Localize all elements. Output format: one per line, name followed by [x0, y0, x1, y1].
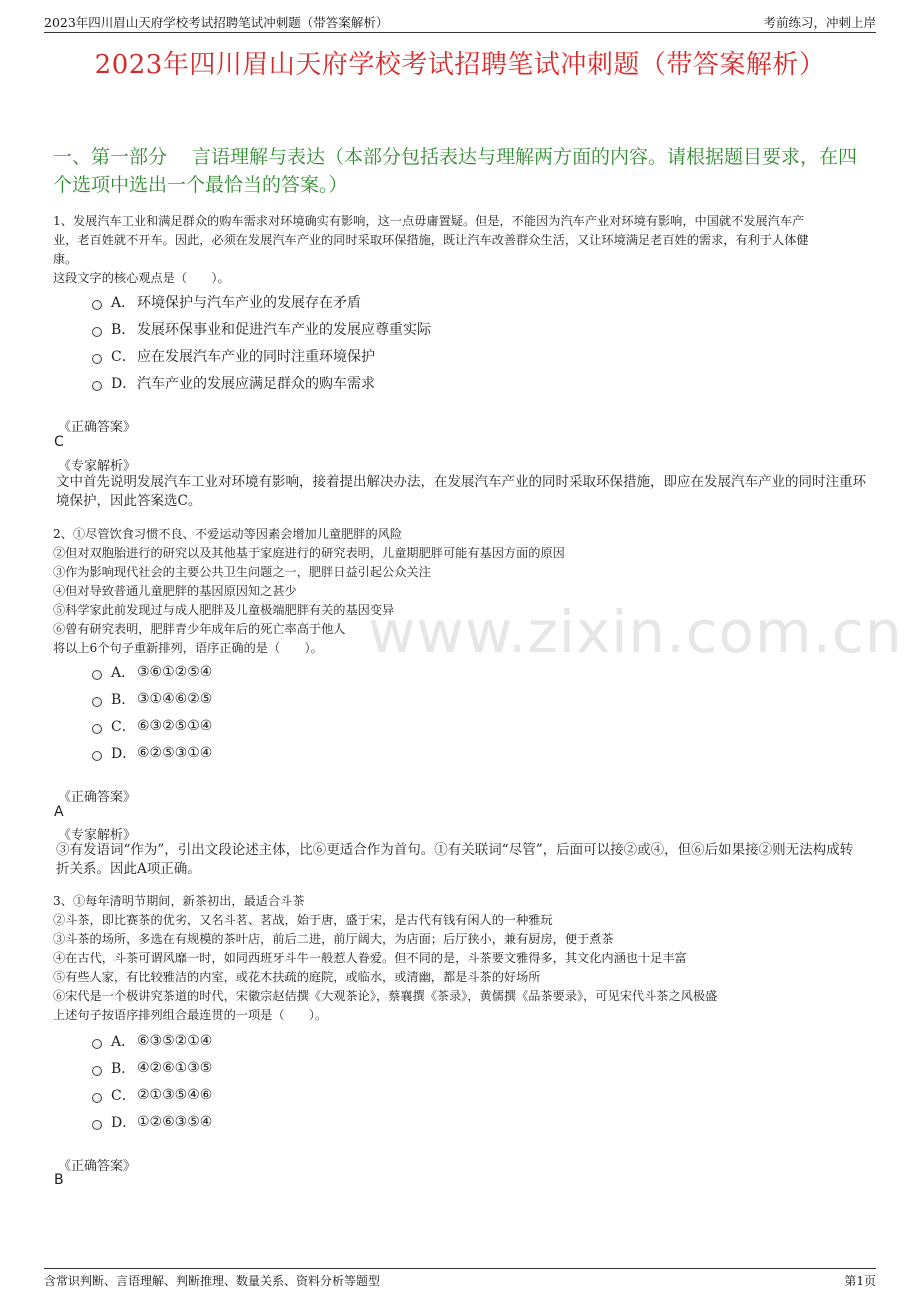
- option-letter: B．: [111, 1061, 136, 1077]
- radio-button-icon[interactable]: [92, 1039, 102, 1049]
- section-heading: 一、第一部分 言语理解与表达（本部分包括表达与理解两方面的内容。请根据题目要求，在四个选项中选出一个最恰当的答案。）: [53, 146, 858, 196]
- option-text: 发展环保事业和促进汽车产业的发展应尊重实际: [137, 322, 431, 338]
- option-letter: B．: [111, 322, 136, 338]
- option-letter: B．: [111, 692, 136, 708]
- question-2-option-d[interactable]: [92, 741, 212, 765]
- question-2-option-a[interactable]: [92, 660, 212, 684]
- question-line: ⑥宋代是一个极讲究茶道的时代，宋徽宗赵佶撰《大观茶论》，蔡襄撰《茶录》，黄儒撰《品茶要录》，可见宋代斗茶之风极盛: [53, 989, 718, 1003]
- question-1-option-b[interactable]: [92, 317, 431, 341]
- question-1-answer: C: [54, 434, 64, 450]
- question-line: 将以上6个句子重新排列，语序正确的是（ ）。: [53, 641, 323, 655]
- radio-button-icon[interactable]: [92, 381, 102, 391]
- option-letter: D．: [111, 376, 137, 392]
- answer-label: 《正确答案》: [58, 420, 137, 435]
- question-line: 1、发展汽车工业和满足群众的购车需求对环境确实有影响，这一点毋庸置疑。但是，不能因为汽车产业对环境有影响，中国就不发展汽车产: [53, 214, 805, 228]
- option-letter: C．: [111, 719, 136, 735]
- option-letter: A．: [111, 1034, 136, 1050]
- option-text: ②①③⑤④⑥: [137, 1087, 213, 1103]
- footer-topics: 含常识判断、言语理解、判断推理、数量关系、资料分析等题型: [44, 1274, 381, 1288]
- question-1-analysis: 文中首先说明发展汽车工业对环境有影响，接着提出解决办法，在发展汽车产业的同时采取环保措施，即应在发展汽车产业的同时注重环境保护，因此答案选C。: [56, 474, 866, 509]
- option-letter: A．: [111, 295, 136, 311]
- question-line: 2、①尽管饮食习惯不良、不爱运动等因素会增加儿童肥胖的风险: [53, 527, 403, 541]
- radio-button-icon[interactable]: [92, 354, 102, 364]
- page-number: 第1页: [844, 1274, 876, 1288]
- option-text: ③⑥①②⑤④: [137, 664, 213, 680]
- option-text: 环境保护与汽车产业的发展存在矛盾: [137, 295, 361, 311]
- answer-label: 《正确答案》: [58, 790, 137, 805]
- header-document-title: 2023年四川眉山天府学校考试招聘笔试冲刺题（带答案解析）: [44, 15, 389, 30]
- question-line: ④在古代，斗茶可谓风靡一时，如同西班牙斗牛一般惹人眷爱。但不同的是，斗茶要文雅得多，其文化内涵也十足丰富: [53, 951, 687, 965]
- radio-button-icon[interactable]: [92, 1066, 102, 1076]
- question-line: ③作为影响现代社会的主要公共卫生问题之一，肥胖日益引起公众关注: [53, 565, 431, 579]
- option-letter: A．: [111, 665, 136, 681]
- radio-button-icon[interactable]: [92, 327, 102, 337]
- question-line: 3、①每年清明节期间，新茶初出，最适合斗茶: [53, 894, 305, 908]
- question-1-option-a[interactable]: [92, 290, 361, 314]
- question-line: ⑤科学家此前发现过与成人肥胖及儿童极端肥胖有关的基因变异: [53, 603, 395, 617]
- question-line: ③斗茶的场所，多选在有规模的茶叶店，前后二进，前厅阔大，为店面；后厅狭小，兼有厨房，便于煮茶: [53, 932, 614, 946]
- option-text: ⑥②⑤③①④: [137, 745, 213, 761]
- question-line: ②但对双胞胎进行的研究以及其他基于家庭进行的研究表明，儿童期肥胖可能有基因方面的原因: [53, 546, 565, 560]
- page-footer: [44, 1268, 876, 1289]
- question-3-option-b[interactable]: [92, 1056, 212, 1080]
- question-line: 业，老百姓就不开车。因此，必须在发展汽车产业的同时采取环保措施，既让汽车改善群众生活，又让环境满足老百姓的需求，有利于人体健: [53, 233, 809, 247]
- question-1-text: [53, 212, 868, 288]
- option-letter: C．: [111, 1088, 136, 1104]
- question-1-option-c[interactable]: [92, 344, 375, 368]
- radio-button-icon[interactable]: [92, 697, 102, 707]
- question-2-option-b[interactable]: [92, 687, 212, 711]
- analysis-label: 《专家解析》: [58, 828, 137, 843]
- question-1-option-d[interactable]: [92, 371, 375, 395]
- option-text: 汽车产业的发展应满足群众的购车需求: [137, 376, 375, 392]
- question-3-answer: B: [54, 1172, 64, 1188]
- analysis-label: 《专家解析》: [58, 459, 137, 474]
- radio-button-icon[interactable]: [92, 1120, 102, 1130]
- option-text: ③①④⑥②⑤: [137, 691, 213, 707]
- option-text: 应在发展汽车产业的同时注重环境保护: [137, 349, 375, 365]
- question-line: ⑥曾有研究表明，肥胖青少年成年后的死亡率高于他人: [53, 622, 346, 636]
- document-title: 2023年四川眉山天府学校考试招聘笔试冲刺题（带答案解析）: [94, 50, 826, 80]
- option-letter: C．: [111, 349, 136, 365]
- radio-button-icon[interactable]: [92, 670, 102, 680]
- question-line: ④但对导致普通儿童肥胖的基因原因知之甚少: [53, 584, 297, 598]
- question-2-analysis: ③有发语词“作为”，引出文段论述主体，比⑥更适合作为首句。①有关联词“尽管”，后面可以接②或④，但⑥后如果接②则无法构成转折关系。因此A项正确。: [56, 842, 854, 877]
- question-3-option-c[interactable]: [92, 1083, 212, 1107]
- question-3-text: [53, 892, 868, 1025]
- radio-button-icon[interactable]: [92, 1093, 102, 1103]
- option-letter: D．: [111, 1115, 137, 1131]
- watermark: www.zixin.com.cn: [368, 598, 903, 666]
- question-3-option-d[interactable]: [92, 1110, 212, 1134]
- radio-button-icon[interactable]: [92, 300, 102, 310]
- question-2-answer: A: [54, 804, 64, 820]
- question-line: ⑤有些人家，有比较雅洁的内室，或花木扶疏的庭院，或临水，或清幽，都是斗茶的好场所: [53, 970, 541, 984]
- answer-label: 《正确答案》: [58, 1159, 137, 1174]
- page-header: [44, 10, 876, 33]
- option-text: ⑥③②⑤①④: [137, 718, 213, 734]
- header-slogan: 考前练习，冲刺上岸: [763, 15, 876, 30]
- question-line: 康。: [53, 252, 78, 266]
- question-2-text: [53, 525, 868, 658]
- option-letter: D．: [111, 746, 137, 762]
- question-line: 这段文字的核心观点是（ ）。: [53, 271, 230, 285]
- radio-button-icon[interactable]: [92, 724, 102, 734]
- question-3-option-a[interactable]: [92, 1029, 212, 1053]
- option-text: ①②⑥③⑤④: [137, 1114, 213, 1130]
- question-2-option-c[interactable]: [92, 714, 212, 738]
- option-text: ⑥③⑤②①④: [137, 1033, 213, 1049]
- option-text: ④②⑥①③⑤: [137, 1060, 213, 1076]
- question-line: 上述句子按语序排列组合最连贯的一项是（ ）。: [53, 1008, 328, 1022]
- question-line: ②斗茶，即比赛茶的优劣，又名斗茗、茗战，始于唐，盛于宋，是古代有钱有闲人的一种雅玩: [53, 913, 553, 927]
- radio-button-icon[interactable]: [92, 751, 102, 761]
